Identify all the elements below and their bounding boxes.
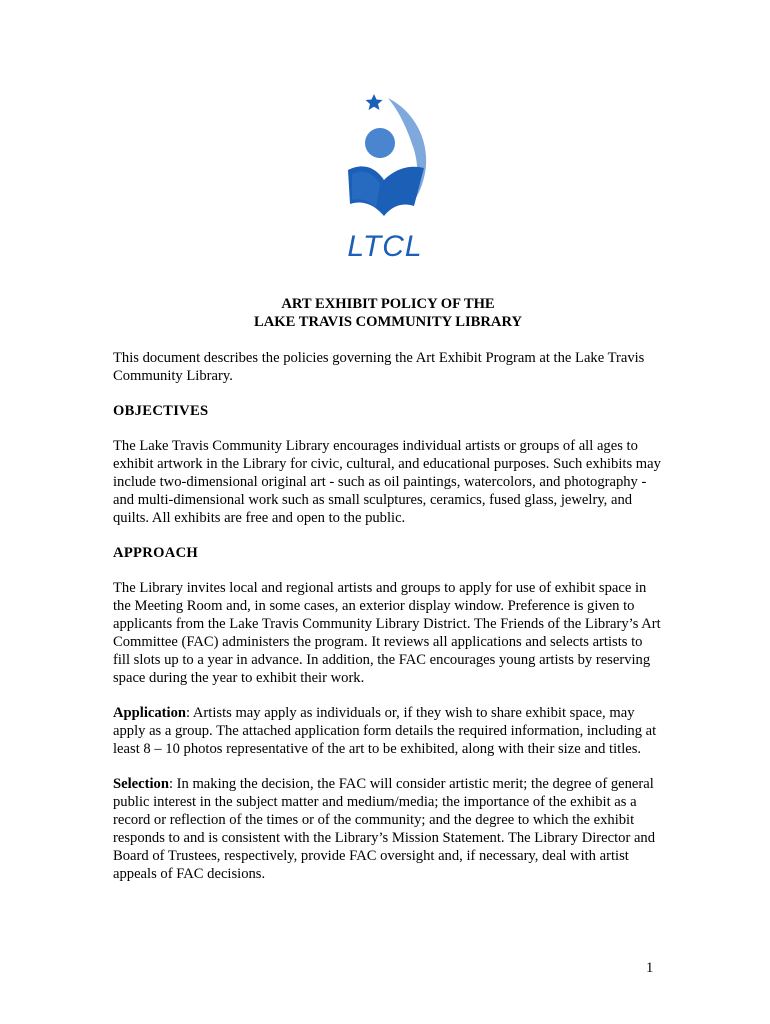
document-title: [113, 295, 663, 331]
application-paragraph: [113, 704, 663, 758]
page-number: 1: [646, 960, 654, 976]
application-text: : Artists may apply as individuals or, if they wish to share exhibit space, may apply as a group. The attached application form details the required information, including at least 8 – 10 photos representative of the art to be exhibited, along with their size and titles.: [113, 705, 657, 757]
selection-paragraph: [113, 775, 663, 883]
logo-star: [366, 94, 383, 110]
selection-text: : In making the decision, the FAC will consider artistic merit; the degree of general public interest in the subject matter and medium/media; the importance of the exhibit as a record or reflection of the times or of the community; and the degree to which the exhibit responds to and is consistent with the Library’s Mission Statement. The Library Director and Board of Trustees, respectively, provide FAC oversight and, if necessary, deal with artist appeals of FAC decisions.: [113, 776, 656, 882]
approach-paragraph: The Library invites local and regional artists and groups to apply for use of exhibit space in the Meeting Room and, in some cases, an exterior display window. Preference is given to applicants from the Lake Travis Community Library District. The Friends of the Library’s Art Committee (FAC) administers the program. It reviews all applications and selects artists to fill slots up to a year in advance. In addition, the FAC encourages young artists by reserving space during the year to exhibit their work.: [113, 580, 661, 686]
ltcl-logo: [330, 88, 440, 263]
application-label: Application: [113, 705, 186, 721]
title-line-1: ART EXHIBIT POLICY OF THE: [281, 296, 495, 312]
objectives-paragraph: The Lake Travis Community Library encourages individual artists or groups of all ages to exhibit artwork in the Library for civic, cultural, and educational purposes. Such exhibits may include two-dimensional original art - such as oil paintings, watercolors, and photography - and multi-dimensional work such as small sculptures, ceramics, fused glass, jewelry, and quilts. All exhibits are free and open to the public.: [113, 438, 661, 526]
objectives-heading: OBJECTIVES: [113, 403, 209, 419]
logo-text: LTCL: [347, 230, 423, 263]
selection-label: Selection: [113, 776, 169, 792]
approach-heading: APPROACH: [113, 545, 199, 561]
document-body: [113, 295, 663, 900]
intro-paragraph: This document describes the policies governing the Art Exhibit Program at the Lake Travis Community Library.: [113, 350, 645, 384]
logo-head: [365, 128, 395, 158]
logo-graphic: [330, 88, 440, 263]
title-line-2: LAKE TRAVIS COMMUNITY LIBRARY: [253, 314, 523, 330]
